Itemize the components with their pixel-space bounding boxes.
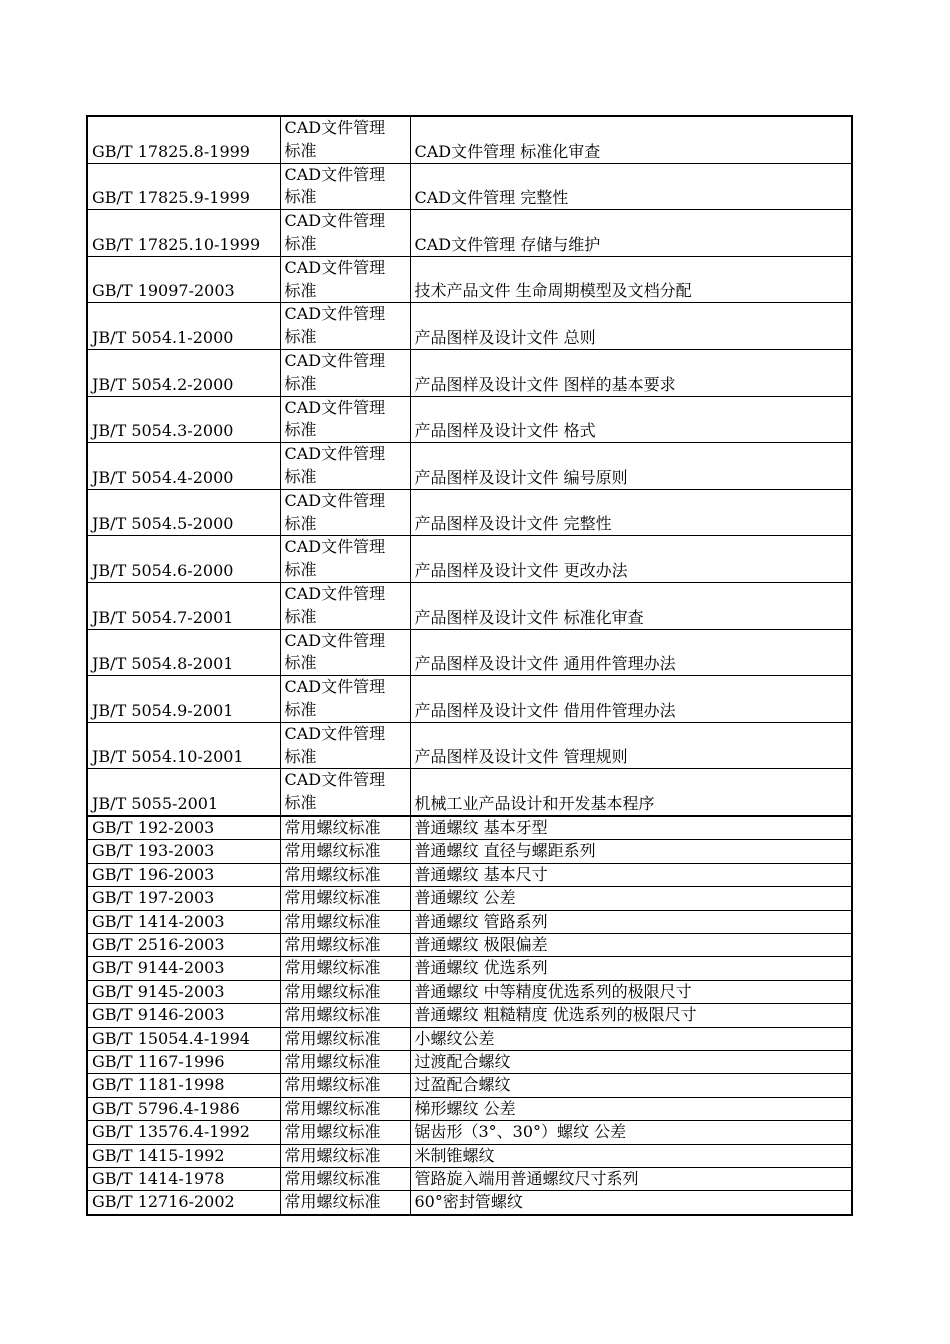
table-row xyxy=(87,910,852,933)
standard-category xyxy=(280,210,410,257)
standard-code: GB/T 12716-2002 xyxy=(87,1191,280,1215)
standard-category: 常用螺纹标准 xyxy=(280,1027,410,1050)
table-row xyxy=(87,582,852,629)
table-row xyxy=(87,769,852,816)
standard-title: 产品图样及设计文件 图样的基本要求 xyxy=(410,349,852,396)
standard-title: 产品图样及设计文件 更改办法 xyxy=(410,536,852,583)
table-row xyxy=(87,933,852,956)
table-row xyxy=(87,887,852,910)
category-line: CAD文件管理 xyxy=(284,537,386,557)
standard-category: 常用螺纹标准 xyxy=(280,1004,410,1027)
standard-category xyxy=(280,676,410,723)
category-line: CAD文件管理 xyxy=(284,350,386,370)
table-row xyxy=(87,396,852,443)
standard-category: 常用螺纹标准 xyxy=(280,933,410,956)
standard-code: GB/T 9144-2003 xyxy=(87,957,280,980)
standard-title: CAD文件管理 标准化审查 xyxy=(410,116,852,163)
standard-category: 常用螺纹标准 xyxy=(280,1050,410,1073)
standard-category xyxy=(280,629,410,676)
standard-code: GB/T 1181-1998 xyxy=(87,1074,280,1097)
standard-code: JB/T 5054.2-2000 xyxy=(87,349,280,396)
category-line: 标准 xyxy=(284,280,317,300)
category-line: CAD文件管理 xyxy=(284,211,386,231)
table-row xyxy=(87,116,852,163)
standards-table xyxy=(86,115,853,1216)
standard-code: JB/T 5054.7-2001 xyxy=(87,582,280,629)
standard-code: GB/T 9145-2003 xyxy=(87,980,280,1003)
category-line: CAD文件管理 xyxy=(284,490,386,510)
standard-title: 普通螺纹 优选系列 xyxy=(410,957,852,980)
standard-title: 普通螺纹 极限偏差 xyxy=(410,933,852,956)
standard-title: 产品图样及设计文件 管理规则 xyxy=(410,722,852,769)
standard-code: JB/T 5054.3-2000 xyxy=(87,396,280,443)
standard-category xyxy=(280,443,410,490)
standard-category xyxy=(280,396,410,443)
table-row xyxy=(87,1004,852,1027)
standard-title: 产品图样及设计文件 格式 xyxy=(410,396,852,443)
table-row xyxy=(87,349,852,396)
standard-category: 常用螺纹标准 xyxy=(280,957,410,980)
standard-title: 普通螺纹 基本牙型 xyxy=(410,816,852,840)
standard-title: 普通螺纹 管路系列 xyxy=(410,910,852,933)
table-row xyxy=(87,256,852,303)
category-line: CAD文件管理 xyxy=(284,723,386,743)
standard-title: 产品图样及设计文件 完整性 xyxy=(410,489,852,536)
table-row xyxy=(87,863,852,886)
standard-category: 常用螺纹标准 xyxy=(280,863,410,886)
standard-title: 过盈配合螺纹 xyxy=(410,1074,852,1097)
standard-title: CAD文件管理 存储与维护 xyxy=(410,210,852,257)
standard-code: GB/T 5796.4-1986 xyxy=(87,1097,280,1120)
category-line: CAD文件管理 xyxy=(284,583,386,603)
standard-title: 产品图样及设计文件 编号原则 xyxy=(410,443,852,490)
standard-code: GB/T 197-2003 xyxy=(87,887,280,910)
standard-code: GB/T 9146-2003 xyxy=(87,1004,280,1027)
standard-code: GB/T 19097-2003 xyxy=(87,256,280,303)
category-line: 标准 xyxy=(284,793,317,813)
standard-title: 管路旋入端用普通螺纹尺寸系列 xyxy=(410,1168,852,1191)
category-line: CAD文件管理 xyxy=(284,677,386,697)
category-line: CAD文件管理 xyxy=(284,118,386,137)
category-line: 标准 xyxy=(284,606,317,626)
standard-category: 常用螺纹标准 xyxy=(280,887,410,910)
standard-category: 常用螺纹标准 xyxy=(280,1168,410,1191)
standard-title: 过渡配合螺纹 xyxy=(410,1050,852,1073)
standard-code: GB/T 1415-1992 xyxy=(87,1144,280,1167)
category-line: 标准 xyxy=(284,560,317,580)
standard-category xyxy=(280,536,410,583)
category-line: CAD文件管理 xyxy=(284,444,386,464)
table-row xyxy=(87,980,852,1003)
standard-category: 常用螺纹标准 xyxy=(280,1074,410,1097)
standard-title: 60°密封管螺纹 xyxy=(410,1191,852,1215)
standard-code: GB/T 17825.8-1999 xyxy=(87,116,280,163)
standard-category xyxy=(280,582,410,629)
standard-code: JB/T 5054.5-2000 xyxy=(87,489,280,536)
standard-title: 产品图样及设计文件 标准化审查 xyxy=(410,582,852,629)
standard-category xyxy=(280,769,410,816)
table-row xyxy=(87,1050,852,1073)
standard-title: 普通螺纹 粗糙精度 优选系列的极限尺寸 xyxy=(410,1004,852,1027)
table-row xyxy=(87,629,852,676)
standard-title: 普通螺纹 基本尺寸 xyxy=(410,863,852,886)
table-row xyxy=(87,1144,852,1167)
standard-category: 常用螺纹标准 xyxy=(280,816,410,840)
category-line: CAD文件管理 xyxy=(284,630,386,650)
standard-title: 锯齿形（3°、30°）螺纹 公差 xyxy=(410,1121,852,1144)
table-row xyxy=(87,210,852,257)
category-line: 标准 xyxy=(284,653,317,673)
category-line: 标准 xyxy=(284,699,317,719)
standard-title: 梯形螺纹 公差 xyxy=(410,1097,852,1120)
table-row xyxy=(87,816,852,840)
standard-category: 常用螺纹标准 xyxy=(280,980,410,1003)
standard-category xyxy=(280,303,410,350)
standard-title: 米制锥螺纹 xyxy=(410,1144,852,1167)
standard-code: GB/T 1414-1978 xyxy=(87,1168,280,1191)
category-line: 标准 xyxy=(284,373,317,393)
category-line: CAD文件管理 xyxy=(284,257,386,277)
table-row xyxy=(87,1027,852,1050)
table-row xyxy=(87,163,852,210)
standard-code: JB/T 5054.9-2001 xyxy=(87,676,280,723)
standard-code: JB/T 5054.8-2001 xyxy=(87,629,280,676)
standard-code: GB/T 13576.4-1992 xyxy=(87,1121,280,1144)
standard-code: GB/T 193-2003 xyxy=(87,840,280,863)
category-line: CAD文件管理 xyxy=(284,397,386,417)
table-row xyxy=(87,722,852,769)
table-row xyxy=(87,1121,852,1144)
standard-category xyxy=(280,489,410,536)
standard-title: 普通螺纹 公差 xyxy=(410,887,852,910)
standard-title: 机械工业产品设计和开发基本程序 xyxy=(410,769,852,816)
table-row xyxy=(87,536,852,583)
standard-code: GB/T 1167-1996 xyxy=(87,1050,280,1073)
table-row xyxy=(87,957,852,980)
table-row xyxy=(87,840,852,863)
standard-category: 常用螺纹标准 xyxy=(280,1121,410,1144)
standard-category xyxy=(280,349,410,396)
standard-category: 常用螺纹标准 xyxy=(280,840,410,863)
category-line: CAD文件管理 xyxy=(284,770,386,790)
standard-category: 常用螺纹标准 xyxy=(280,910,410,933)
category-line: CAD文件管理 xyxy=(284,164,386,184)
standard-category: 常用螺纹标准 xyxy=(280,1097,410,1120)
table-row xyxy=(87,1097,852,1120)
category-line: 标准 xyxy=(284,513,317,533)
standard-code: GB/T 196-2003 xyxy=(87,863,280,886)
standard-category: 常用螺纹标准 xyxy=(280,1191,410,1215)
standard-title: CAD文件管理 完整性 xyxy=(410,163,852,210)
standard-code: JB/T 5055-2001 xyxy=(87,769,280,816)
category-line: 标准 xyxy=(284,140,317,160)
standard-code: GB/T 15054.4-1994 xyxy=(87,1027,280,1050)
category-line: 标准 xyxy=(284,420,317,440)
standard-code: GB/T 192-2003 xyxy=(87,816,280,840)
standard-code: GB/T 17825.10-1999 xyxy=(87,210,280,257)
standard-category xyxy=(280,116,410,163)
standard-title: 产品图样及设计文件 总则 xyxy=(410,303,852,350)
standard-title: 技术产品文件 生命周期模型及文档分配 xyxy=(410,256,852,303)
standard-title: 小螺纹公差 xyxy=(410,1027,852,1050)
standard-code: JB/T 5054.4-2000 xyxy=(87,443,280,490)
standard-code: JB/T 5054.1-2000 xyxy=(87,303,280,350)
table-row xyxy=(87,1074,852,1097)
table-row xyxy=(87,489,852,536)
standard-title: 普通螺纹 中等精度优选系列的极限尺寸 xyxy=(410,980,852,1003)
table-row xyxy=(87,1191,852,1215)
category-line: 标准 xyxy=(284,466,317,486)
standard-code: JB/T 5054.10-2001 xyxy=(87,722,280,769)
standards-table-body xyxy=(87,116,852,1215)
standard-title: 产品图样及设计文件 借用件管理办法 xyxy=(410,676,852,723)
table-row xyxy=(87,1168,852,1191)
standard-code: GB/T 2516-2003 xyxy=(87,933,280,956)
standard-code: GB/T 1414-2003 xyxy=(87,910,280,933)
category-line: 标准 xyxy=(284,327,317,347)
standard-code: JB/T 5054.6-2000 xyxy=(87,536,280,583)
table-row xyxy=(87,676,852,723)
category-line: 标准 xyxy=(284,187,317,207)
standard-category: 常用螺纹标准 xyxy=(280,1144,410,1167)
standard-category xyxy=(280,163,410,210)
category-line: 标准 xyxy=(284,233,317,253)
standard-title: 普通螺纹 直径与螺距系列 xyxy=(410,840,852,863)
standard-category xyxy=(280,722,410,769)
standard-category xyxy=(280,256,410,303)
table-row xyxy=(87,303,852,350)
table-row xyxy=(87,443,852,490)
category-line: CAD文件管理 xyxy=(284,304,386,324)
category-line: 标准 xyxy=(284,746,317,766)
standard-code: GB/T 17825.9-1999 xyxy=(87,163,280,210)
standard-title: 产品图样及设计文件 通用件管理办法 xyxy=(410,629,852,676)
